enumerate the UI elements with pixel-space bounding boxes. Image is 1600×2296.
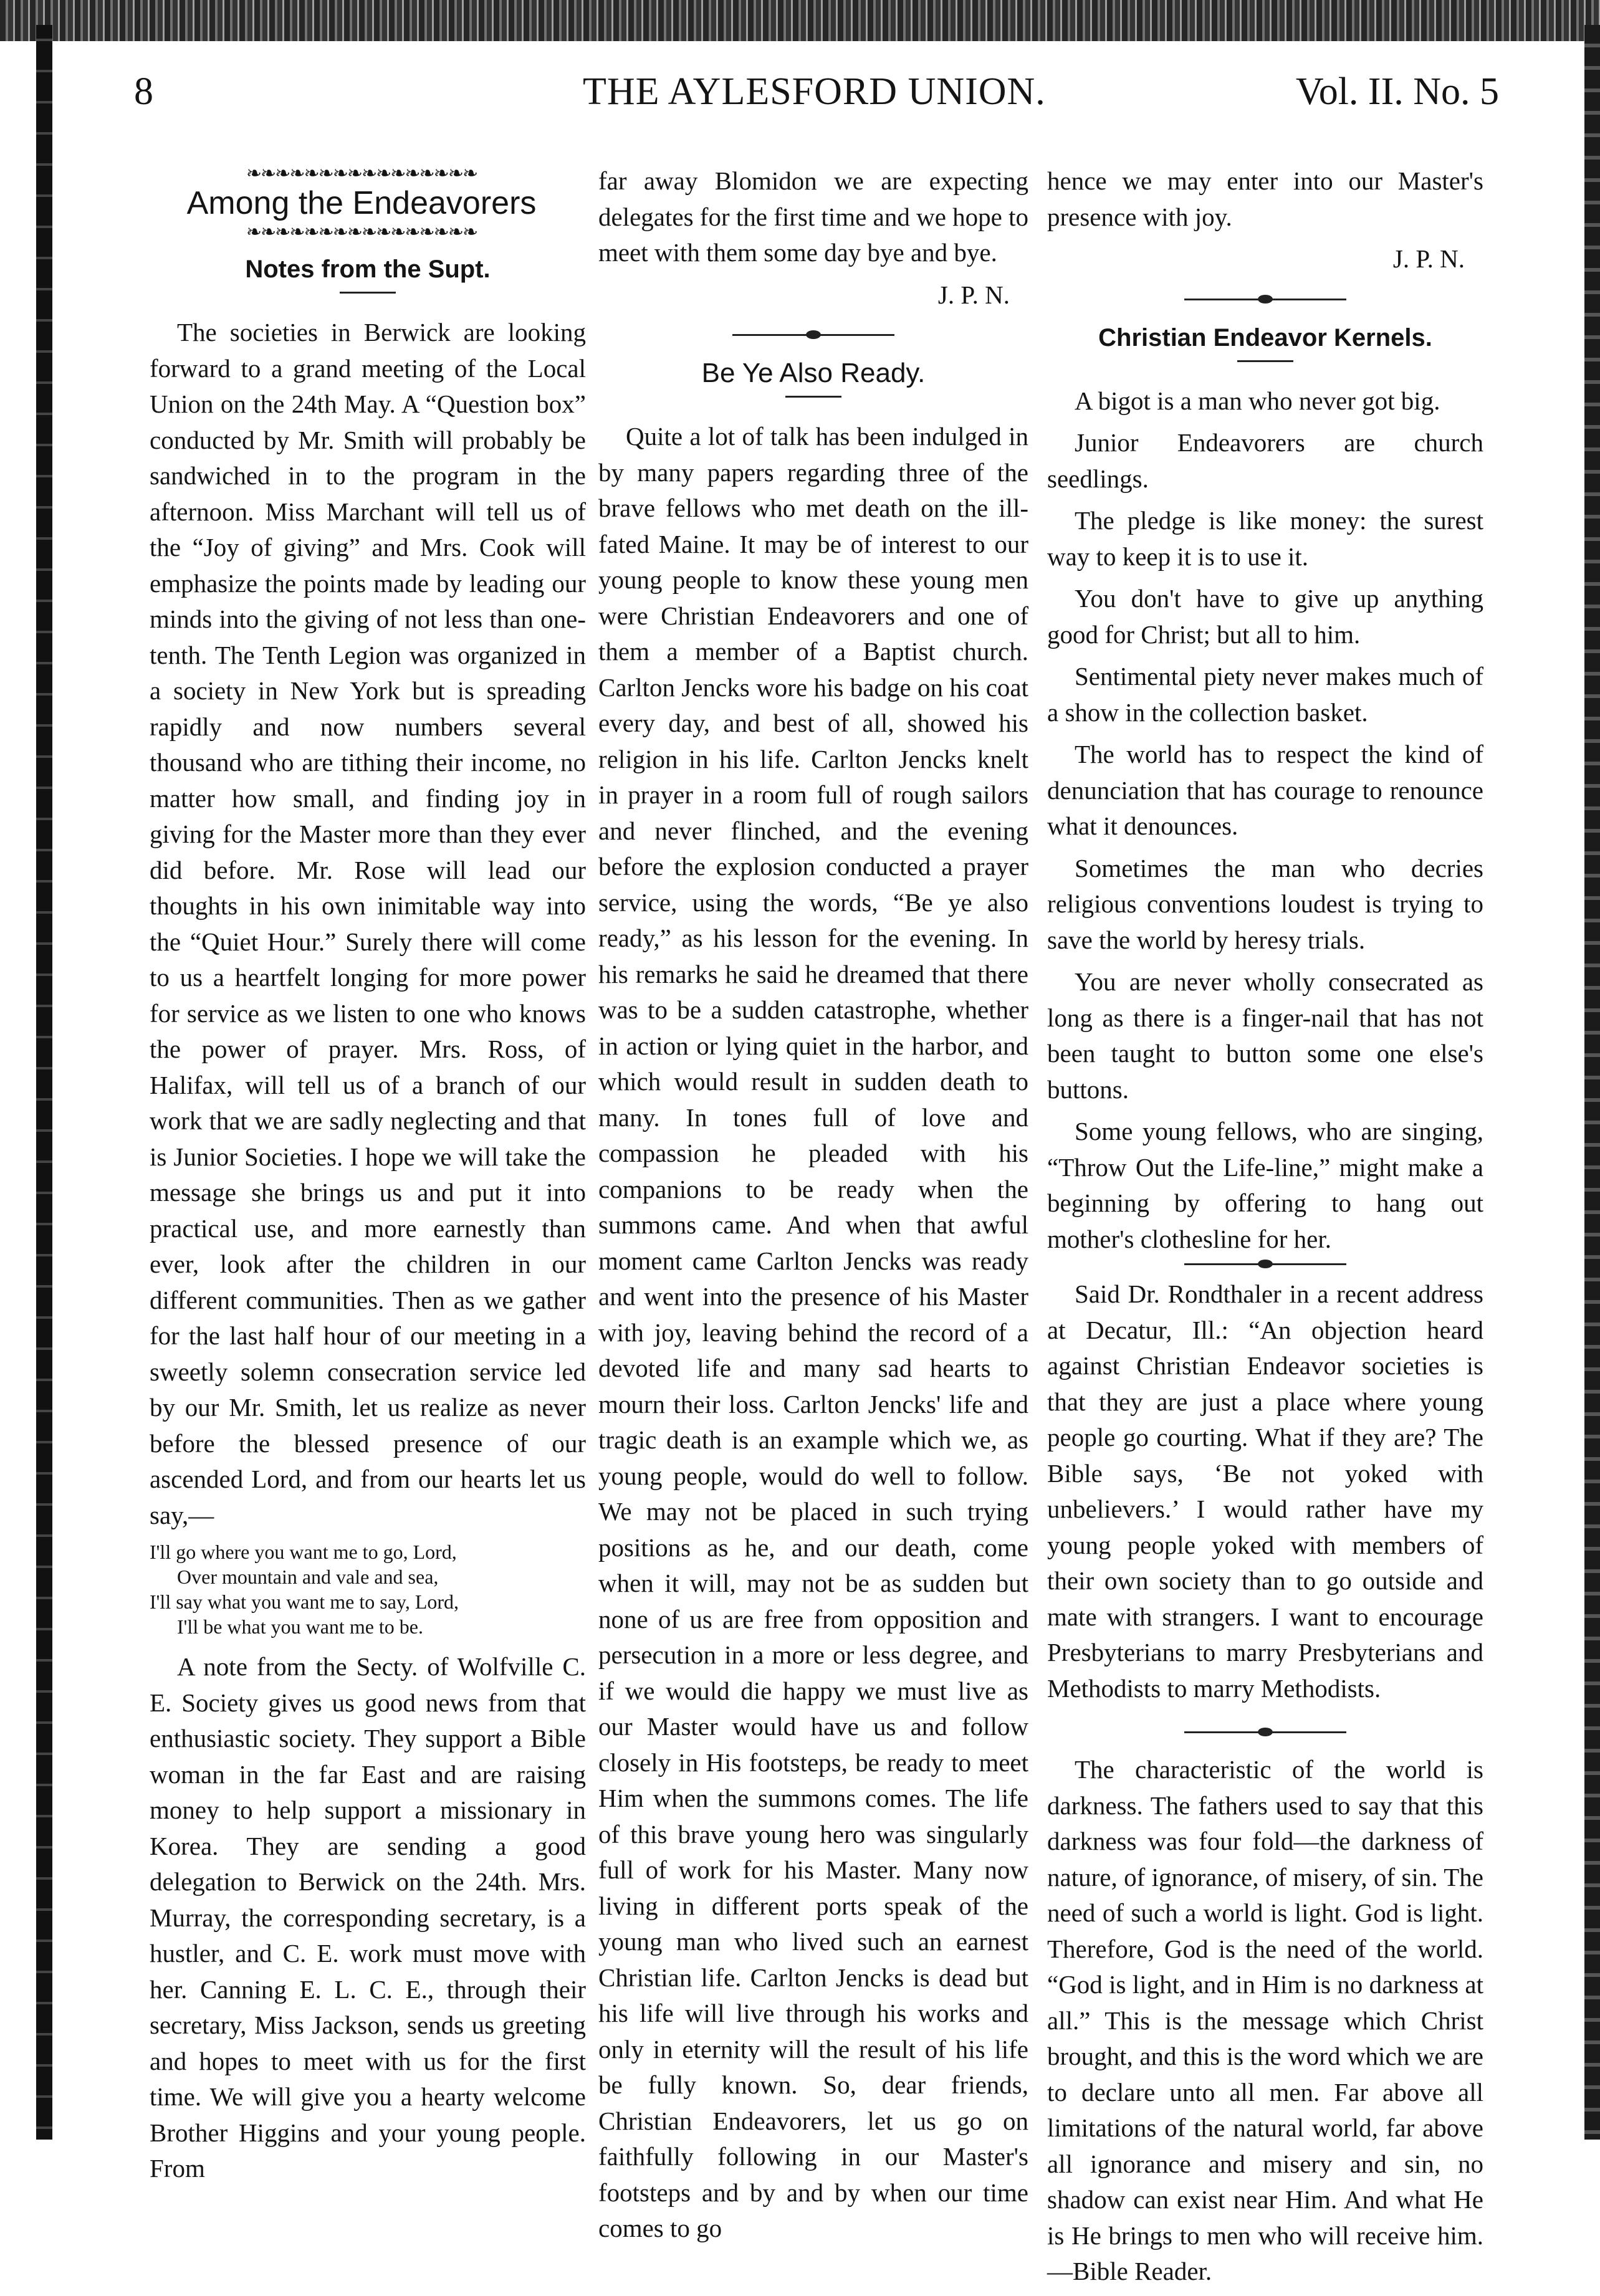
- kernel-item: Sentimental piety never makes much of a show in the collection basket.: [1047, 662, 1483, 727]
- article-heading: Christian Endeavor Kernels.: [1098, 323, 1432, 352]
- banner-flourish-bottom: ❧❧❧❧❧❧❧❧❧❧❧❧❧❧❧❧: [246, 222, 477, 242]
- kernel-item: A bigot is a man who never got big.: [1075, 386, 1440, 415]
- kernel-item: The pledge is like money: the surest way to keep it is to use it.: [1047, 506, 1483, 571]
- kernel-item: Some young fellows, who are singing, “Throw Out the Life-line,” might make a beginning by offering to hang out mother's clothesline for her.: [1047, 1117, 1483, 1253]
- page-number: 8: [134, 70, 153, 113]
- article-paragraph: Quite a lot of talk has been indulged in by many papers regarding three of the brave fellows who met death on the ill-fated Maine. It may be of interest to our young people to know these young men were Christian Endeavorers and one of them a member of a Baptist church. Carlton Jencks wore his badge on his coat every day, and best of all, showed his religion in his life. Carlton Jencks knelt in prayer in a room full of rough sailors and never flinched, and the evening before the explosion conducted a prayer service, using the words, “Be ye also ready,” as his lesson for the evening. In his remarks he said he dreamed that there was to be a sudden catastrophe, whether in action or lying quiet in the harbor, and which would result in sudden death to many. In tones full of love and compassion he pleaded with his companions to be ready when the summons came. And when that awful moment came Carlton Jencks was ready and went into the presence of his Master with joy, leaving behind the record of a devoted life and many sad hearts to mourn their loss. Carlton Jencks' life and tragic death is an example which we, as young people, would do well to follow. We may not be placed in such trying positions as he, and our death, come when it will, may not be as sudden but none of us are free from opposition and persecution in a more or less degree, and if we would die happy we must live as our Master would have us and follow closely in His footsteps, be ready to meet Him when the summons comes. The life of this brave young hero was singularly full of work for his Master. Many now living in different ports speak of the young man who lived such an earnest Christian life. Carlton Jencks is dead but his life will live through his works and only in eternity will the result of his life be fully known. So, dear friends, Christian Endeavorers, let us go on faithfully following in our Master's footsteps and by and by when our time comes to go: [598, 422, 1028, 2242]
- divider: [340, 292, 396, 294]
- signature: J. P. N.: [1392, 244, 1465, 273]
- page-header: [134, 70, 1499, 132]
- article-paragraph: Said Dr. Rondthaler in a recent address at Decatur, Ill.: “An objection heard against Christian Endeavor societies is that they are just a place where young people go courting. What if they are? The Bible says, ‘Be not yoked with unbelievers.’ I would rather have my young people yoked with members of their own society than to go outside and mate with strangers. I want to encourage Presbyterians to marry Presbyterians and Methodists to marry Methodists.: [1047, 1280, 1483, 1703]
- column-1: [150, 163, 586, 2193]
- column-3: [1047, 163, 1483, 2296]
- section-title: Among the Endeavorers: [186, 185, 537, 221]
- binding-spine: [36, 25, 52, 2140]
- kernel-item: You don't have to give up anything good for Christ; but all to him.: [1047, 584, 1483, 649]
- signature: J. P. N.: [937, 280, 1010, 309]
- ornamental-divider: [1184, 299, 1346, 300]
- kernel-item: You are never wholly consecrated as long as there is a finger-nail that has not been taught to button some one else's buttons.: [1047, 967, 1483, 1104]
- column-2: [598, 163, 1028, 2253]
- volume-issue: Vol. II. No. 5: [1295, 70, 1499, 113]
- section-banner: [162, 163, 561, 243]
- ornamental-divider: [732, 334, 894, 336]
- kernel-item: Sometimes the man who decries religious conventions loudest is trying to save the world by heresy trials.: [1047, 853, 1483, 954]
- article-heading: Be Ye Also Ready.: [701, 358, 926, 388]
- scan-top-edge: [0, 0, 1600, 41]
- article-paragraph: The characteristic of the world is darkness. The fathers used to say that this darkness was four fold—the darkness of nature, of ignorance, of misery, of sin. The need of such a world is light. God is light. Therefore, God is the need of the world. “God is light, and in Him is no darkness at all.” This is the message which Christ brought, and this is the word which we are to declare unto all men. Far above all limitations of the natural world, far above all ignorance and misery and sin, no shadow can exist near Him. And what He is He brings to men who will receive him.—Bible Reader.: [1047, 1755, 1483, 2285]
- poem: [150, 1539, 586, 1639]
- article-heading: Notes from the Supt.: [245, 256, 491, 283]
- ornamental-divider: [1184, 1731, 1346, 1733]
- divider: [1237, 360, 1293, 362]
- article-paragraph: hence we may enter into our Master's presence with joy.: [1047, 166, 1483, 231]
- poem-line: I'll go where you want me to go, Lord,: [150, 1541, 457, 1563]
- scan-right-edge: [1584, 25, 1600, 2140]
- poem-line: Over mountain and vale and sea,: [177, 1566, 439, 1588]
- banner-flourish-top: ❧❧❧❧❧❧❧❧❧❧❧❧❧❧❧❧: [246, 163, 477, 184]
- divider: [785, 396, 841, 398]
- kernel-item: Junior Endeavorers are church seedlings.: [1047, 428, 1483, 493]
- article-paragraph: far away Blomidon we are expecting delegates for the first time and we hope to meet with them some day bye and bye.: [598, 166, 1028, 267]
- article-paragraph: A note from the Secty. of Wolfville C. E. Society gives us good news from that enthusiastic society. They support a Bible woman in the far East and are raising money to help support a missionary in Korea. They are sending a good delegation to Berwick on the 24th. Mrs. Murray, the corresponding secretary, is a hustler, and C. E. work must move with her. Canning E. L. C. E., through their secretary, Miss Jackson, sends us greeting and hopes to meet with us for the first time. We will give you a hearty welcome Brother Higgins and your young people. From: [150, 1652, 586, 2183]
- kernel-item: The world has to respect the kind of denunciation that has courage to renounce what it denounces.: [1047, 740, 1483, 840]
- newspaper-title: THE AYLESFORD UNION.: [583, 70, 1046, 113]
- poem-line: I'll say what you want me to say, Lord,: [150, 1590, 459, 1613]
- poem-line: I'll be what you want me to be.: [177, 1615, 423, 1638]
- ornamental-divider: [1184, 1263, 1346, 1265]
- article-paragraph: The societies in Berwick are looking forward to a grand meeting of the Local Union on the 24th May. A “Question box” conducted by Mr. Smith will probably be sandwiched in to the program in the afternoon. Miss Marchant will tell us of the “Joy of giving” and Mrs. Cook will emphasize the points made by leading our minds into the giving of not less than one-tenth. The Tenth Legion was organized in a society in New York but is spreading rapidly and now numbers several thousand who are tithing their income, no matter how small, and finding joy in giving for the Master more than they ever did before. Mr. Rose will lead our thoughts in his own inimitable way into the “Quiet Hour.” Surely there will come to us a heartfelt longing for more power for service as we listen to one who knows the power of prayer. Mrs. Ross, of Halifax, will tell us of a branch of our work that we are sadly neglecting and that is Junior Societies. I hope we will take the message she brings us and put it into practical use, and more earnestly than ever, look after the children in our different communities. Then as we gather for the last half hour of our meeting in a sweetly solemn consecration service led by our Mr. Smith, let us realize as never before the blessed presence of our ascended Lord, and from our hearts let us say,—: [150, 318, 586, 1529]
